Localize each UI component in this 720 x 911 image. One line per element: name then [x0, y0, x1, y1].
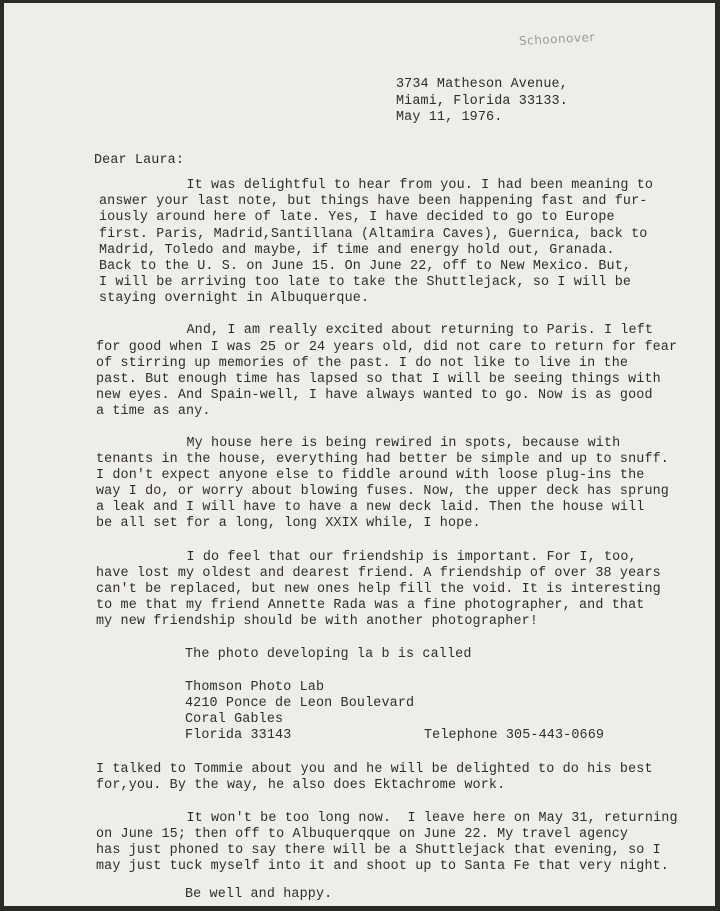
address-line: 3734 Matheson Avenue, [396, 77, 568, 92]
body-line: answer your last note, but things have been happening fast and fur- [99, 194, 648, 209]
body-line: for,you. By the way, he also does Ektachrome work. [96, 778, 506, 793]
body-line: way I do, or worry about blowing fuses. Now, the upper deck has sprung [96, 484, 669, 499]
lab-address-line: Thomson Photo Lab [185, 680, 325, 695]
body-line: to me that my friend Annette Rada was a fine photographer, and that [96, 598, 645, 613]
lab-address-line: Coral Gables [185, 712, 284, 727]
salutation: Dear Laura: [94, 153, 185, 168]
body-line: iously around here of late. Yes, I have decided to go to Europe [99, 210, 615, 225]
body-line: first. Paris, Madrid,Santillana (Altamira Caves), Guernica, back to [99, 227, 648, 242]
body-line: It won't be too long now. I leave here on May 31, returning [121, 811, 678, 826]
lab-address-line: 4210 Ponce de Leon Boulevard [185, 696, 415, 711]
body-line: a time as any. [96, 404, 211, 419]
body-line: new eyes. And Spain-well, I have always wanted to go. Now is as good [96, 388, 653, 403]
body-line: a leak and I will have to have a new deck laid. Then the house will [96, 500, 645, 515]
lab-telephone: Telephone 305-443-0669 [424, 728, 605, 743]
body-line: Back to the U. S. on June 15. On June 22, off to New Mexico. But, [99, 259, 632, 274]
lab-intro: The photo developing la b is called [185, 647, 472, 662]
body-line: of stirring up memories of the past. I do not like to live in the [96, 356, 629, 371]
body-line: have lost my oldest and dearest friend. A friendship of over 38 years [96, 566, 661, 581]
body-line: And, I am really excited about returning to Paris. I left [121, 323, 654, 338]
body-line: Madrid, Toledo and maybe, if time and energy hold out, Granada. [99, 243, 615, 258]
body-line: on June 15; then off to Albuquerqque on June 22. My travel agency [96, 827, 629, 842]
body-line: I do feel that our friendship is important. For I, too, [121, 550, 637, 565]
body-line: my new friendship should be with another photographer! [96, 614, 539, 629]
body-line: My house here is being rewired in spots, because with [121, 436, 621, 451]
pencil-annotation: Schoonover [518, 30, 596, 48]
body-line: I will be arriving too late to take the Shuttlejack, so I will be [99, 275, 632, 290]
closing-wish: Be well and happy. [185, 887, 333, 902]
body-line: staying overnight in Albuquerque. [99, 291, 370, 306]
body-line: can't be replaced, but new ones help fill the void. It is interesting [96, 582, 661, 597]
lab-address-line: Florida 33143 [185, 728, 292, 743]
body-line: It was delightful to hear from you. I had been meaning to [121, 178, 654, 193]
body-line: past. But enough time has lapsed so that I will be seeing things with [96, 372, 661, 387]
address-line: Miami, Florida 33133. [396, 94, 568, 109]
body-line: for good when I was 25 or 24 years old, did not care to return for fear [96, 340, 678, 355]
body-line: I talked to Tommie about you and he will be delighted to do his best [96, 762, 653, 777]
body-line: I don't expect anyone else to fiddle around with loose plug-ins the [96, 468, 645, 483]
body-line: be all set for a long, long XXIX while, I hope. [96, 516, 481, 531]
letter-page [4, 3, 715, 906]
date-line: May 11, 1976. [396, 110, 503, 125]
body-line: has just phoned to say there will be a Shuttlejack that evening, so I [96, 843, 661, 858]
body-line: tenants in the house, everything had better be simple and up to snuff. [96, 452, 669, 467]
body-line: may just tuck myself into it and shoot up to Santa Fe that very night. [96, 859, 669, 874]
